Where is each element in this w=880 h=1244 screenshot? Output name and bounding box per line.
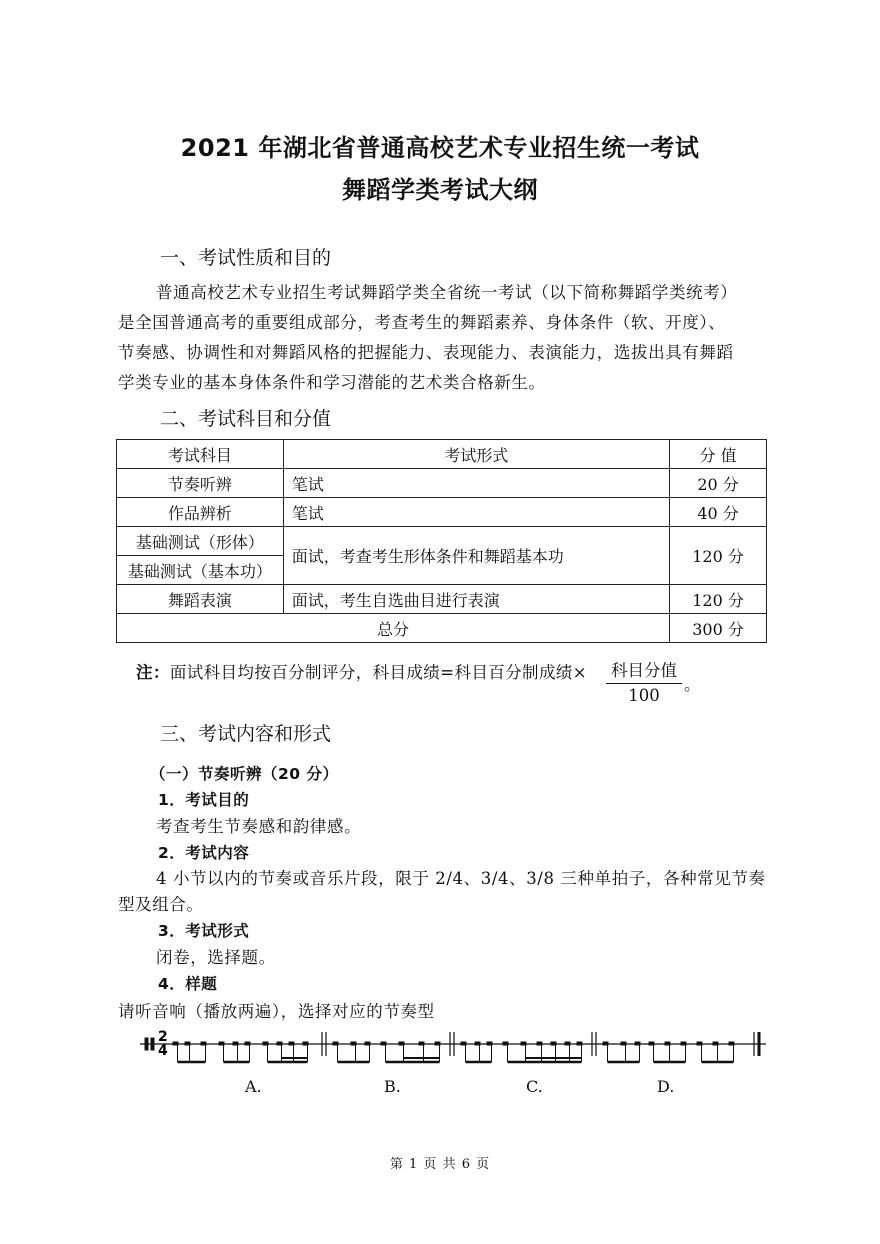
table-cell-form: 面试，考查考生形体条件和舞蹈基本功	[283, 527, 669, 585]
section1-line3: 节奏感、协调性和对舞蹈风格的把握能力、表现能力、表演能力，选拔出具有舞蹈	[118, 343, 734, 362]
score-table	[116, 439, 767, 643]
section1-heading: 一、考试性质和目的	[160, 247, 332, 269]
fraction-numerator: 科目分值	[611, 661, 677, 680]
item2-line2: 型及组合。	[118, 895, 204, 914]
option-a: A.	[245, 1077, 262, 1096]
item3-title: 3．考试形式	[158, 922, 250, 940]
table-cell-score: 20 分	[670, 469, 767, 498]
item4-text: 请听音响（播放两遍），选择对应的节奏型	[118, 1002, 435, 1021]
table-cell-subject: 作品辨析	[117, 498, 284, 527]
section1-line4: 学类专业的基本身体条件和学习潜能的艺术类合格新生。	[118, 373, 546, 392]
table-cell-subject: 基础测试（形体）	[117, 527, 284, 556]
note-end: 。	[684, 675, 702, 694]
time-signature-bottom: 4	[158, 1043, 168, 1059]
fraction-bar	[606, 683, 682, 684]
item1-title: 1．考试目的	[158, 791, 250, 809]
page-number: 第 1 页 共 6 页	[389, 1157, 491, 1172]
option-d: D.	[657, 1077, 675, 1096]
rhythm-notation	[140, 1024, 770, 1070]
note-prefix: 注：	[136, 663, 170, 682]
section1-line1: 普通高校艺术专业招生考试舞蹈学类全省统一考试（以下简称舞蹈学类统考）	[156, 283, 738, 302]
table-cell-score: 120 分	[670, 527, 767, 585]
table-header-score: 分 值	[670, 440, 767, 469]
table-cell-form: 面试，考生自选曲目进行表演	[283, 585, 669, 614]
table-row	[117, 498, 767, 527]
table-header-form: 考试形式	[283, 440, 669, 469]
table-row	[117, 585, 767, 614]
item2-title: 2．考试内容	[158, 844, 250, 862]
section1-line2: 是全国普通高考的重要组成部分，考查考生的舞蹈素养、身体条件（软、开度）、	[118, 313, 726, 332]
item2-line1: 4 小节以内的节奏或音乐片段，限于 2/4、3/4、3/8 三种单拍子，各种常见节奏	[156, 869, 766, 888]
subsection-heading: （一）节奏听辨（20 分）	[150, 765, 339, 783]
table-cell-score: 120 分	[670, 585, 767, 614]
item3-text: 闭卷，选择题。	[156, 948, 276, 967]
table-total-score: 300 分	[670, 614, 767, 643]
table-cell-subject: 节奏听辨	[117, 469, 284, 498]
item4-title: 4．样题	[158, 975, 218, 993]
fraction-denominator: 100	[628, 686, 660, 705]
section2-heading: 二、考试科目和分值	[160, 408, 332, 430]
table-header-subject: 考试科目	[117, 440, 284, 469]
table-total-label: 总分	[117, 614, 670, 643]
table-cell-form: 笔试	[283, 469, 669, 498]
section3-heading: 三、考试内容和形式	[160, 723, 332, 745]
percussion-clef-icon	[145, 1038, 148, 1050]
score-note	[136, 659, 587, 683]
note-text: 面试科目均按百分制评分，科目成绩=科目百分制成绩×	[169, 663, 587, 682]
table-cell-subject: 基础测试（基本功）	[117, 556, 284, 585]
table-cell-score: 40 分	[670, 498, 767, 527]
table-cell-subject: 舞蹈表演	[117, 585, 284, 614]
table-header-row	[117, 440, 767, 469]
document-title-line1: 2021 年湖北省普通高校艺术专业招生统一考试	[180, 134, 700, 162]
table-row	[117, 469, 767, 498]
time-signature-top: 2	[158, 1029, 168, 1045]
document-title-line2: 舞蹈学类考试大纲	[342, 176, 538, 204]
option-c: C.	[526, 1077, 543, 1096]
table-cell-form: 笔试	[283, 498, 669, 527]
table-row	[117, 527, 767, 556]
table-total-row	[117, 614, 767, 643]
option-b: B.	[384, 1077, 401, 1096]
item1-text: 考查考生节奏感和韵律感。	[156, 817, 362, 836]
